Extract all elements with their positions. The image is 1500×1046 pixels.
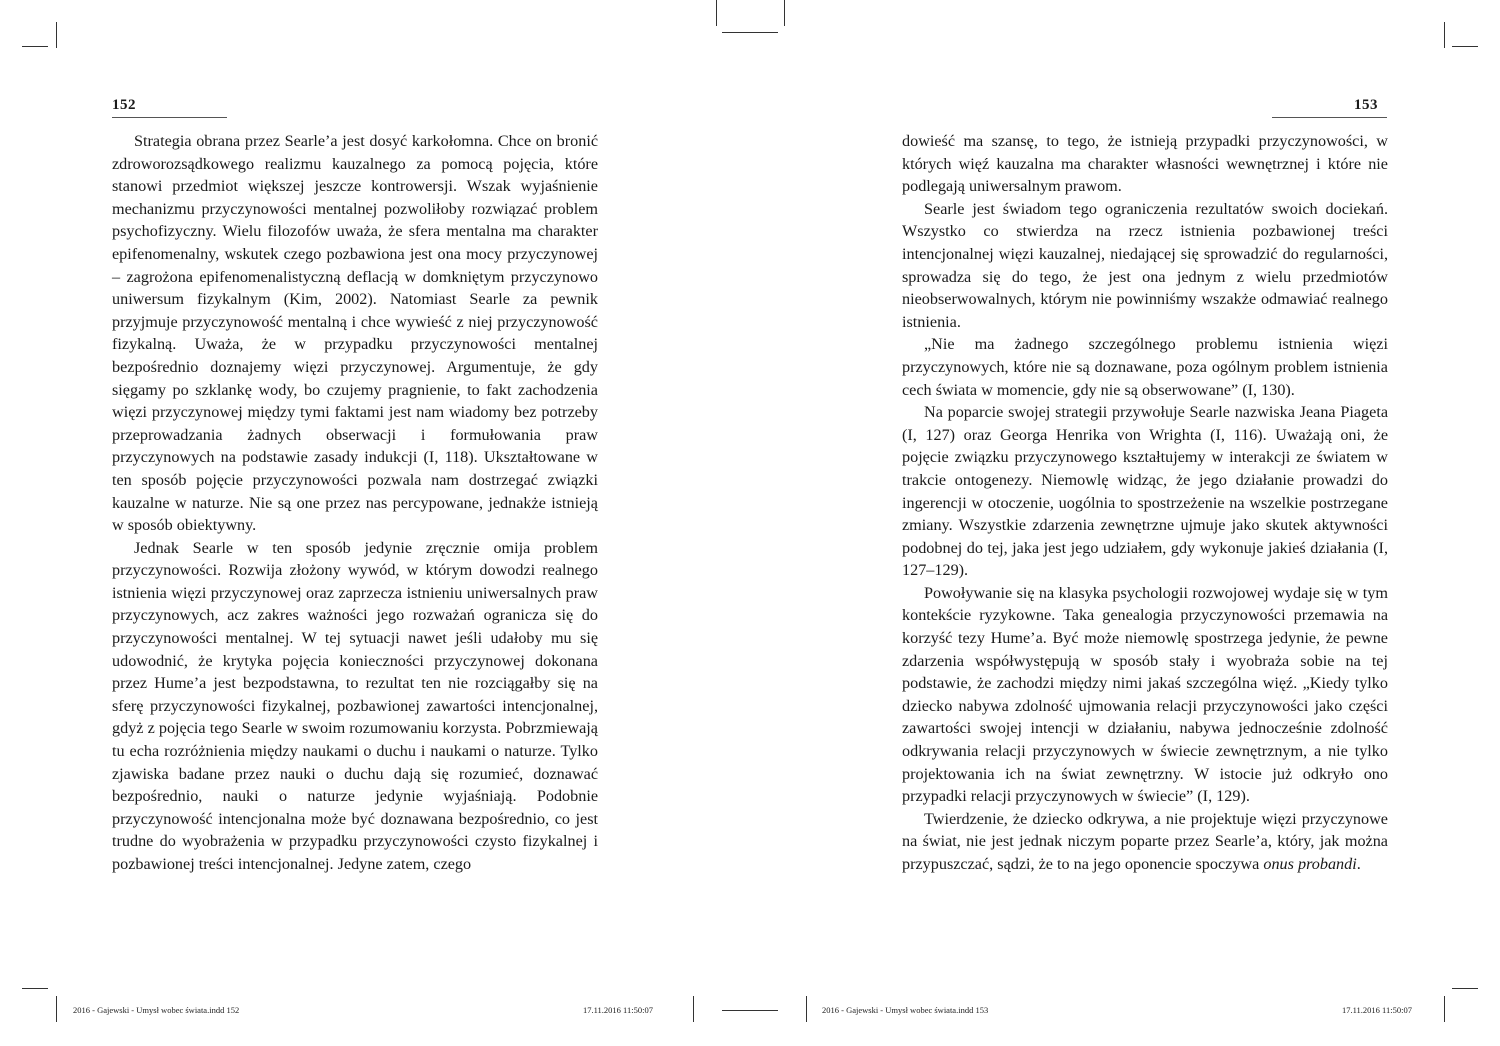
paragraph: Powoływanie się na klasyka psychologii rozwojowej wydaje się w tym kontekście ryzykowne. Taka genealogia przyczynowości przemawia na korzyść tezy Hume’a. Być może niemowlę spostrzega jedynie, że pewne zdarzenia współwystępują w sposób stały i wyobraża sobie na tej podstawie, że zachodzi między nimi jakaś szczególna więź. „Kiedy tylko dziecko nabywa zdolność ujmowania relacji przyczynowości jako części zawartości swojej intencji w działaniu, nabywa jednocześnie zdolność odkrywania relacji przyczynowych w świecie zewnętrznym, a nie tylko projektowania ich na świat zewnętrzny. W istocie już odkryło ono przypadki relacji przyczynowych w świecie” (I, 129). xyxy=(902,583,1388,806)
left-text-column xyxy=(112,130,598,876)
italic-phrase: onus probandi xyxy=(1263,855,1357,873)
slug-timestamp: 17.11.2016 11:50:07 xyxy=(583,1005,653,1015)
slug-filename: 2016 - Gajewski - Umysł wobec świata.indd 153 xyxy=(822,1005,989,1015)
crop-mark xyxy=(1452,988,1478,989)
crop-mark xyxy=(56,22,57,48)
crop-mark xyxy=(722,32,750,33)
crop-mark xyxy=(1452,46,1478,47)
crop-mark xyxy=(56,996,57,1022)
crop-mark xyxy=(22,46,48,47)
paragraph: Na poparcie swojej strategii przywołuje Searle nazwiska Jeana Piageta (I, 127) oraz Georga Henrika von Wrighta (I, 116). Uważają oni, że pojęcie związku przyczynowego kształtujemy w interakcji ze światem w trakcie ontogenezy. Niemowlę widząc, że jego działanie prowadzi do ingerencji w otoczenie, uogólnia to spostrzeżenie na wszelkie postrzegane zmiany. Wszystkie zdarzenia zewnętrzne ujmuje jako skutek aktywności podobnej do tej, jaka jest jego udziałem, gdy wykonuje jakieś działania (I, 127–129). xyxy=(902,403,1388,580)
paragraph-last-end: . xyxy=(1356,855,1361,873)
page-number: 152 xyxy=(112,97,136,113)
right-text-column xyxy=(902,130,1388,876)
page-number-rule xyxy=(1272,117,1387,118)
paragraph: Jednak Searle w ten sposób jedynie zręcznie omija problem przyczynowości. Rozwija złożony wywód, w którym dowodzi realnego istnienia więzi przyczynowej oraz zaprzecza istnieniu uniwersalnych praw przyczynowych, acz zakres ważności jego rozważań ogranicza się do przyczynowości mentalnej. W tej sytuacji nawet jeśli udałoby mu się udowodnić, że krytyka pojęcia konieczności przyczynowej dokonana przez Hume’a jest bezpodstawna, to rezultat ten nie rozciągałby się na sferę przyczynowości fizykalnej, pozbawionej zawartości intencjonalnej, gdyż z pojęcia tego Searle w swoim rozumowaniu korzysta. Pobrzmiewają tu echa rozróżnienia między naukami o duchu i naukami o naturze. Tylko zjawiska badane przez nauki o duchu dają się rozumieć, doznawać bezpośrednio, nauki o naturze jedynie wyjaśniają. Podobnie przyczynowość intencjonalna może być doznawana bezpośrednio, co jest trudne do wyobrażenia w przypadku przyczynowości czysto fizykalnej i pozbawionej treści intencjonalnej. Jedyne zatem, czego xyxy=(112,538,598,873)
slug-filename: 2016 - Gajewski - Umysł wobec świata.indd 152 xyxy=(73,1005,240,1015)
paragraph: Searle jest świadom tego ograniczenia rezultatów swoich dociekań. Wszystko co stwierdza na rzecz istnienia pozbawionej treści intencjonalnej więzi kauzalnej, niedającej się sprowadzić do regularności, sprowadza się do tego, że jest ona jednym z wielu przedmiotów nieobserwowalnych, którym nie powinniśmy wszakże odmawiać realnego istnienia. xyxy=(902,199,1388,331)
right-page xyxy=(750,0,1500,1046)
quote-paragraph: „Nie ma żadnego szczególnego problemu istnienia więzi przyczynowych, które nie są doznawane, poza ogólnym problem istnienia cech świata w momencie, gdy nie są obserwowane” (I, 130). xyxy=(902,335,1388,399)
paragraph-last xyxy=(902,808,1388,876)
crop-mark xyxy=(1444,996,1445,1022)
paragraph-continuation: dowieść ma szansę, to tego, że istnieją przypadki przyczynowości, w których więź kauzalna ma charakter własności wewnętrznej i które nie podlegają uniwersalnym prawom. xyxy=(902,132,1388,196)
crop-mark xyxy=(693,996,694,1022)
paragraph-last-text: Twierdzenie, że dziecko odkrywa, a nie projektuje więzi przyczynowe na świat, nie jest jednak niczym poparte przez Searle’a, który, jak można przypuszczać, sądzi, że to na jego oponencie spoczywa xyxy=(902,809,1388,873)
crop-mark xyxy=(722,1010,750,1011)
crop-mark xyxy=(806,996,807,1022)
crop-mark xyxy=(750,1010,778,1011)
crop-mark xyxy=(1444,22,1445,48)
paragraph: Strategia obrana przez Searle’a jest dosyć karkołomna. Chce on bronić zdroworozsądkowego realizmu kauzalnego za pomocą pojęcia, które stanowi przedmiot większej jeszcze kontrowersji. Wszak wyjaśnienie mechanizmu przyczynowości mentalnej pozwoliłoby rozwiązać problem psychofizyczny. Wielu filozofów uważa, że sfera mentalna ma charakter epifenomenalny, wskutek czego pozbawiona jest ona mocy przyczynowej – zagrożona epifenomenalistyczną deflacją w domkniętym przyczynowo uniwersum fizykalnym (Kim, 2002). Natomiast Searle za pewnik przyjmuje przyczynowość mentalną i chce wywieść z niej przyczynowość fizykalną. Uważa, że w przypadku przyczynowości mentalnej bezpośrednio doznajemy więzi przyczynowej. Argumentuje, że gdy sięgamy po szklankę wody, bo czujemy pragnienie, to fakt zachodzenia więzi przyczynowej między tymi faktami jest nam wiadomy bez potrzeby przeprowadzania żadnych obserwacji i formułowania praw przyczynowych na podstawie zasady indukcji (I, 118). Ukształtowane w ten sposób pojęcie przyczynowości pozwala nam dostrzegać związki kauzalne w naturze. Nie są one przez nas percypowane, jednakże istnieją w sposób obiektywny. xyxy=(112,132,598,535)
page-number: 153 xyxy=(1354,97,1378,113)
crop-mark xyxy=(784,0,785,26)
crop-mark xyxy=(750,32,778,33)
page-number-rule xyxy=(112,117,227,118)
crop-mark xyxy=(716,0,717,26)
slug-timestamp: 17.11.2016 11:50:07 xyxy=(1342,1005,1412,1015)
crop-mark xyxy=(22,988,48,989)
